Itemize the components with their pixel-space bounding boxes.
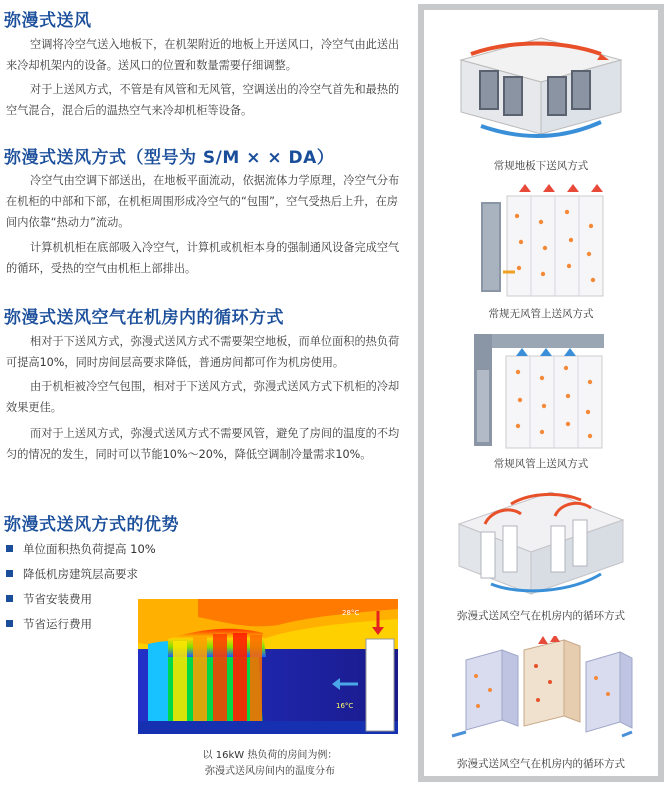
paragraph: 而对于上送风方式，弥漫式送风方式不需要风管，避免了房间的温度的不均匀的情况的发生，同时可以节能10%～20%，降低空调制冷量需求10%。 [6, 427, 400, 461]
bullet-square-icon [6, 545, 13, 552]
figure-ductless-top-supply [424, 182, 658, 300]
bottom-temp-label: 16°C [336, 702, 354, 710]
bullet-item: 单位面积热负荷提高 10% [6, 541, 156, 557]
paragraph: 对于上送风方式，不管是有风管和无风管，空调送出的冷空气首先和最热的空气混合，混合后的温热空气来冷却机柜等设备。 [6, 83, 400, 117]
bullet-item: 降低机房建筑层高要求 [6, 566, 138, 582]
figure-caption: 弥漫式送风空气在机房内的循环方式 [457, 758, 625, 770]
figure-caption: 弥漫式送风空气在机房内的循环方式 [457, 610, 625, 622]
bullet-square-icon [6, 595, 13, 602]
figure-caption: 常规无风管上送风方式 [488, 308, 594, 320]
figure-diffuse-circulation-room [424, 484, 658, 600]
section-title-model: 弥漫式送风方式（型号为 S/M × × DA） [4, 148, 335, 168]
figure-panel [418, 4, 664, 782]
thermal-caption-line-1: 以 16kW 热负荷的房间为例： [202, 750, 338, 761]
bullet-item: 节省安装费用 [6, 591, 92, 607]
figure-ducted-top-supply [424, 330, 658, 452]
section-title-circulation: 弥漫式送风空气在机房内的循环方式 [4, 308, 284, 328]
paragraph: 冷空气由空调下部送出，在地板平面流动，依据流体力学原理，冷空气分布在机柜的中部和下部，在机柜周围形成冷空气的“包围”，空气受热后上升，在房间内依靠“热动力”流动。 [6, 174, 400, 229]
paragraph: 由于机柜被冷空气包围，相对于下送风方式，弥漫式送风方式下机柜的冷却效果更佳。 [6, 380, 400, 414]
paragraph: 计算机机柜在底部吸入冷空气，计算机或机柜本身的强制通风设备完成空气的循环，受热的空气由机柜上部排出。 [6, 241, 400, 275]
figure-caption: 常规地板下送风方式 [493, 160, 589, 172]
section-title-diffuse: 弥漫式送风 [4, 11, 92, 31]
thermal-distribution-image [138, 599, 398, 734]
thermal-caption [140, 748, 400, 780]
figure-panel-inner [424, 10, 658, 776]
paragraph: 空调将冷空气送入地板下，在机架附近的地板上开送风口，冷空气由此送出来冷却机架内的设备。送风口的位置和数量需要仔细调整。 [6, 38, 400, 72]
figure-underfloor-supply [424, 30, 658, 150]
figure-diffuse-circulation-cabinets [424, 636, 658, 748]
bullet-item: 节省运行费用 [6, 616, 92, 632]
bullet-square-icon [6, 570, 13, 577]
thermal-caption-line-2: 弥漫式送风房间内的温度分布 [205, 766, 335, 777]
section-title-advantages: 弥漫式送风方式的优势 [4, 515, 179, 535]
top-temp-label: 28°C [342, 609, 360, 617]
figure-caption: 常规风管上送风方式 [493, 458, 589, 470]
bullet-square-icon [6, 620, 13, 627]
paragraph: 相对于下送风方式，弥漫式送风方式不需要架空地板，而单位面积的热负荷可提高10%，同时房间层高要求降低，普通房间都可作为机房使用。 [6, 335, 400, 369]
